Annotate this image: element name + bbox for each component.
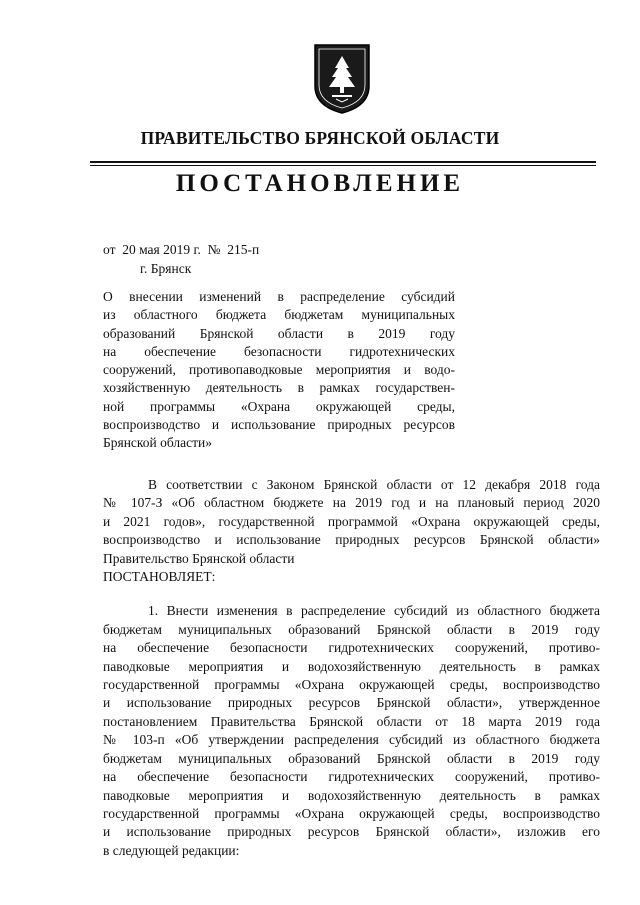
clause-line: паводковые мероприятия и водохозяйственную деятельность в рамках: [103, 658, 600, 674]
clause-line: постановлением Правительства Брянской области от 18 марта 2019 года: [103, 713, 600, 729]
clause-line: и использование природных ресурсов Брянской области», изложив его: [103, 824, 600, 840]
preamble-line: В соответствии с Законом Брянской области от 12 декабря 2018 года: [148, 477, 600, 492]
clause-line: № 103-п «Об утверждении распределения субсидий из областного бюджета: [103, 732, 600, 748]
clause-line: бюджетам муниципальных образований Брянской области в 2019 году: [103, 750, 600, 766]
clause-line: в следующей редакции:: [103, 842, 240, 858]
coat-of-arms-icon: [312, 42, 372, 116]
subject-line: Брянской области»: [103, 435, 213, 451]
decree-meta: [103, 240, 259, 278]
clause-line: государственной программы «Охрана окружающей среды, воспроизводство: [103, 677, 600, 693]
header-rule-thin: [90, 165, 596, 166]
subject-line: сооружений, противопаводковые мероприятия и водо-: [103, 362, 455, 378]
clause-line: на обеспечение безопасности гидротехнических сооружений, противо-: [103, 769, 600, 785]
clause-line: на обеспечение безопасности гидротехнических сооружений, противо-: [103, 640, 600, 656]
preamble-line: № 107-З «Об областном бюджете на 2019 год и на плановый период 2020: [103, 495, 600, 511]
decree-title: ПОСТАНОВЛЕНИЕ: [175, 170, 465, 197]
clause-line: государственной программы «Охрана окружающей среды, воспроизводство: [103, 805, 600, 821]
subject-line: ной программы «Охрана окружающей среды,: [103, 398, 455, 414]
decree-city: г. Брянск: [140, 261, 192, 276]
clause-line: бюджетам муниципальных образований Брянской области в 2019 году: [103, 621, 600, 637]
decree-body: [103, 476, 600, 860]
subject-line: О внесении изменений в распределение субсидий: [103, 289, 455, 304]
subject-line: воспроизводство и использование природных ресурсов: [103, 417, 455, 433]
paragraph-gap: [103, 586, 600, 602]
preamble-line: воспроизводство и использование природных ресурсов Брянской области»: [103, 532, 600, 548]
clause-line: 1. Внести изменения в распределение субсидий из областного бюджета: [148, 603, 600, 619]
subject-line: хозяйственную деятельность в рамках государствен-: [103, 380, 455, 396]
subject-line: образований Брянской области в 2019 году: [103, 325, 455, 341]
preamble-line: и 2021 годов», государственной программой «Охрана окружающей среды,: [103, 513, 600, 529]
government-title: ПРАВИТЕЛЬСТВО БРЯНСКОЙ ОБЛАСТИ: [140, 128, 500, 148]
header-rule-thick: [90, 161, 596, 163]
decree-date-number: от 20 мая 2019 г. № 215-п: [103, 242, 260, 257]
subject-line: на обеспечение безопасности гидротехнических: [103, 343, 455, 359]
decree-subject: [103, 288, 455, 453]
subject-line: из областного бюджета бюджетам муниципальных: [103, 307, 455, 323]
preamble-line: Правительство Брянской области: [103, 550, 295, 566]
clause-line: и использование природных ресурсов Брянской области», утвержденное: [103, 695, 600, 711]
resolves-heading: ПОСТАНОВЛЯЕТ:: [103, 569, 216, 585]
clause-line: паводковые мероприятия и водохозяйственную деятельность в рамках: [103, 787, 600, 803]
